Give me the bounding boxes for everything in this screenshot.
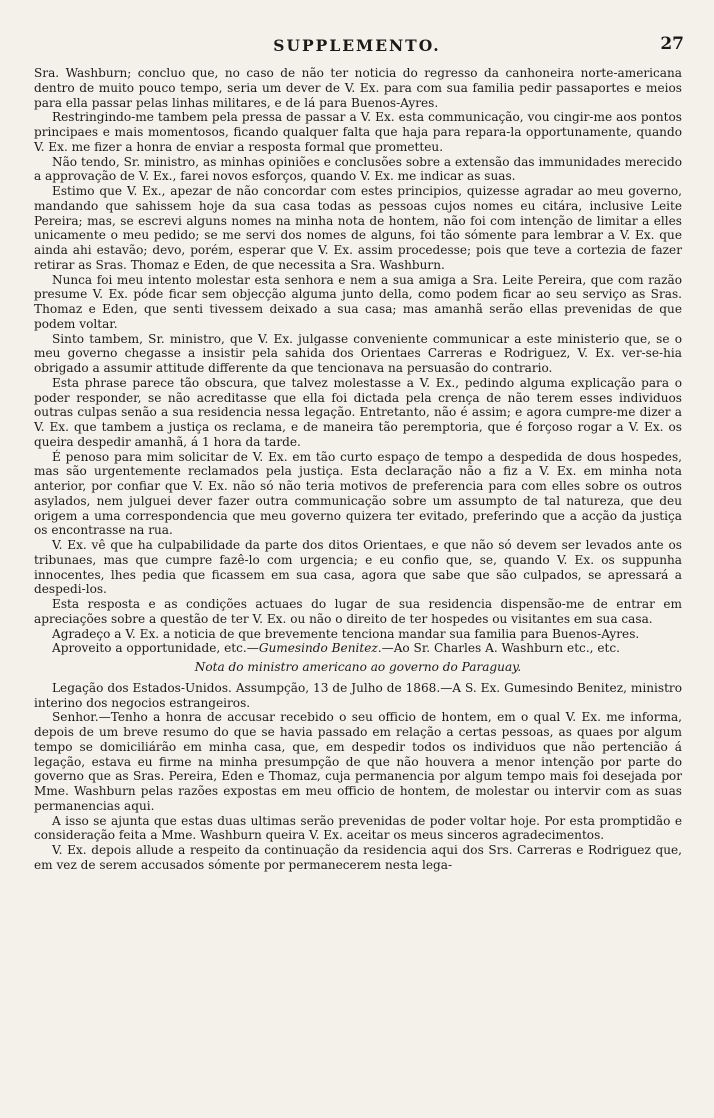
paragraph: Estimo que V. Ex., apezar de não concordar com estes principios, quizesse agradar ao meu governo, mandando que sahissem hoje da sua casa todas as pessoas cujos nomes eu citára, inclusive Leite Pereira; mas, se escrevi alguns nomes na minha nota de hontem, não foi com intenção de limitar a elles unicamente o meu pedido; se me servi dos nomes de alguns, foi tão sómente para lembrar a V. Ex. que ainda ahi estavão; devo, porém, esperar que V. Ex. assim procedesse; pois que teve a cortezia de fazer retirar as Sras. Thomaz e Eden, de que necessita a Sra. Washburn. — [34, 184, 682, 272]
paragraph: Não tendo, Sr. ministro, as minhas opiniões e conclusões sobre a extensão das immunidades merecido a approvação de V. Ex., farei novos esforços, quando V. Ex. me indicar as suas. — [34, 154, 682, 184]
paragraph: Nunca foi meu intento molestar esta senhora e nem a sua amiga a Sra. Leite Pereira, que com razão presume V. Ex. póde ficar sem objecção alguma junto della, como podem ficar ao seu serviço as Sras. Thomaz e Eden, que senti tivessem deixado a sua casa; mas amanhã serão ellas prevenidas de que podem voltar. — [34, 272, 682, 331]
page-number: 27 — [660, 34, 684, 54]
page-header — [0, 36, 714, 60]
closing-recipient: —Ao Sr. Charles A. Washburn etc., etc. — [381, 641, 620, 656]
paragraph: V. Ex. depois allude a respeito da continuação da residencia aqui dos Srs. Carreras e Rodriguez que, em vez de serem accusados sómente por permanecerem nesta lega- — [34, 843, 682, 872]
paragraph: V. Ex. vê que ha culpabilidade da parte dos ditos Orientaes, e que não só devem ser levados ante os tribunaes, mas que cumpre fazê-lo com urgencia; e eu confio que, se, quando V. Ex. os suppunha innocentes, lhes pedia que ficassem em sua casa, agora que sabe que são culpados, se apressará a despedi-los. — [34, 538, 682, 597]
paragraph: Sra. Washburn; concluo que, no caso de não ter noticia do regresso da canhoneira norte-americana dentro de muito pouco tempo, seria um dever de V. Ex. para com sua familia pedir passaportes e meios para ella passar pelas linhas militares, e de lá para Buenos-Ayres. — [34, 66, 682, 110]
text-body — [34, 66, 682, 873]
page-title: SUPPLEMENTO. — [273, 36, 441, 55]
closing-paragraph — [34, 641, 682, 656]
paragraph: Restringindo-me tambem pela pressa de passar a V. Ex. esta communicação, vou cingir-me aos pontos principaes e mais momentosos, ficando qualquer falta que haja para repara-la opportunamente, quando V. Ex. me fizer a honra de enviar a resposta formal que prometteu. — [34, 110, 682, 154]
paragraph: Senhor.—Tenho a honra de accusar recebido o seu officio de hontem, em o qual V. Ex. me informa, depois de um breve resumo do que se havia passado em relação a certas pessoas, as quaes por algum tempo se domiciliárão em minha casa, que, em despedir todos os individuos que não pertencião á legação, estava eu firme na minha presumpção de que não houvera a menor intenção por parte do governo que as Sras. Pereira, Eden e Thomaz, cuja permanencia por algum tempo mais foi desejada por Mme. Washburn pelas razões expostas em meu officio de hontem, de molestar ou intervir com as suas permanencias aqui. — [34, 710, 682, 813]
paragraph: É penoso para mim solicitar de V. Ex. em tão curto espaço de tempo a despedida de dous hospedes, mas são urgentemente reclamados pela justiça. Esta declaração não a fiz a V. Ex. em minha nota anterior, por confiar que V. Ex. não só não teria motivos de preferencia para com elles sobre os outros asylados, nem julguei dever fazer outra communicação sobre um assumpto de tal natureza, que deu origem a uma correspondencia que meu governo quizera ter evitado, preferindo que a acção da justiça os encontrasse na rua. — [34, 449, 682, 538]
paragraph: Esta resposta e as condições actuaes do lugar de sua residencia dispensão-me de entrar em apreciações sobre a questão de ter V. Ex. ou não o direito de ter hospedes ou visitantes em sua casa. — [34, 597, 682, 626]
section-heading: Nota do ministro americano ao governo do Paraguay. — [194, 660, 522, 674]
signature: Gumesindo Benitez. — [258, 641, 382, 656]
paragraph: Esta phrase parece tão obscura, que talvez molestasse a V. Ex., pedindo alguma explicação para o poder responder, se não acreditasse que ella foi dictada pela crença de não terem esses individuos outras culpas senão a sua residencia nessa legação. Entretanto, não é assim; e agora cumpre-me dizer a V. Ex. que tambem a justiça os reclama, e de maneira tão peremptoria, que é forçoso rogar a V. Ex. os queira despedir amanhã, á 1 hora da tarde. — [34, 375, 682, 449]
paragraph: Legação dos Estados-Unidos. Assumpção, 13 de Julho de 1868.—A S. Ex. Gumesindo Benitez, ministro interino dos negocios estrangeiros. — [34, 680, 682, 710]
paragraph: A isso se ajunta que estas duas ultimas serão prevenidas de poder voltar hoje. Por esta promptidão e consideração feita a Mme. Washburn queira V. Ex. aceitar os meus sinceros agradecimentos. — [34, 813, 682, 843]
paragraph: Sinto tambem, Sr. ministro, que V. Ex. julgasse conveniente communicar a este ministerio que, se o meu governo chegasse a insistir pela sahida dos Orientaes Carreras e Rodriguez, V. Ex. ver-se-hia obrigado a assumir attitude differente da que tencionava na persuasão do contrario. — [34, 331, 682, 375]
paragraph: Agradeço a V. Ex. a noticia de que brevemente tenciona mandar sua familia para Buenos-Ayres. — [52, 626, 640, 641]
closing-text: Aproveito a opportunidade, etc.— — [52, 641, 259, 656]
